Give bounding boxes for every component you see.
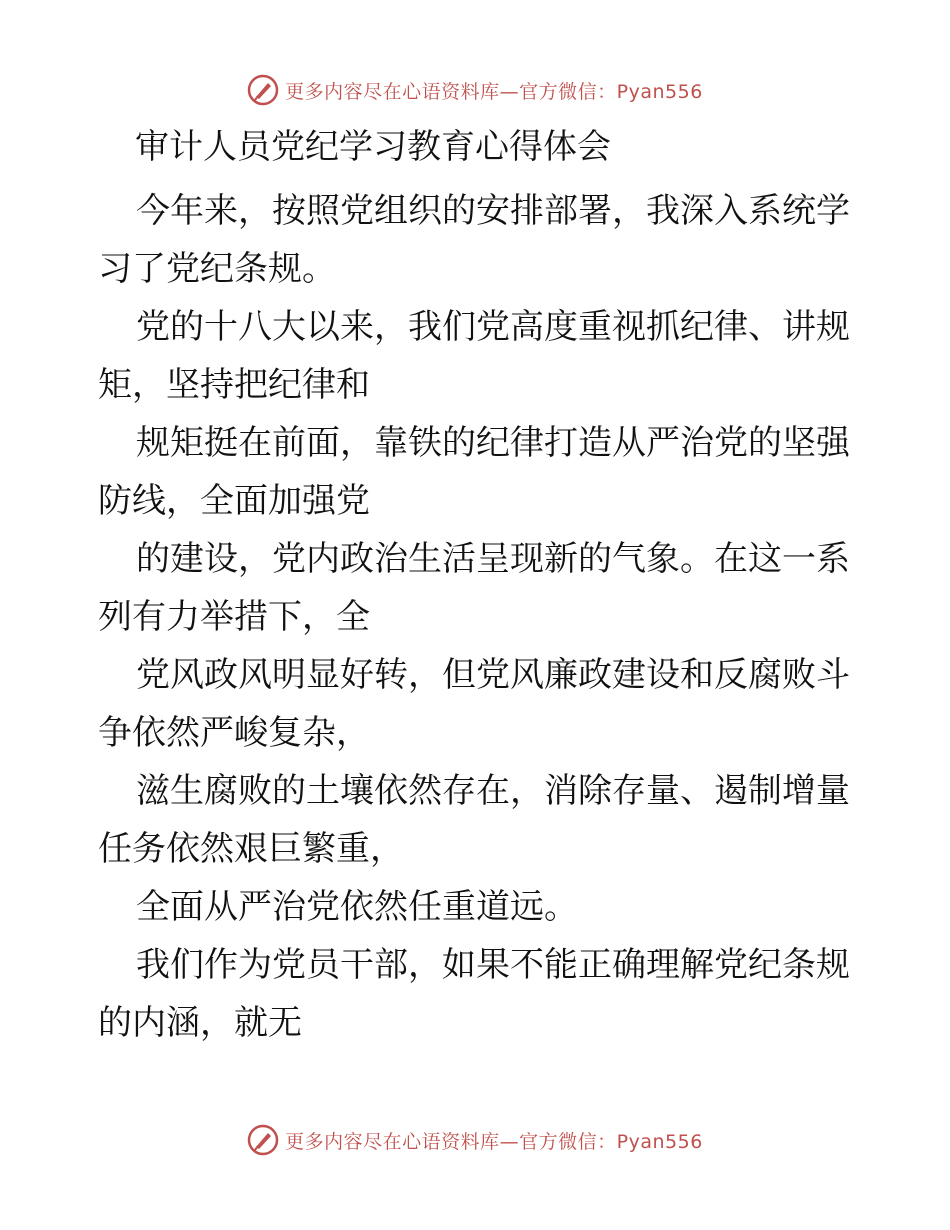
paragraph: 全面从严治党依然任重道远。 <box>136 887 578 927</box>
paragraph: 今年来，按照党组织的安排部署，我深入系统学习了党纪条规。 <box>98 191 850 289</box>
watermark-text: 更多内容尽在心语资料库—官方微信：Pyan556 <box>285 80 703 103</box>
paragraph: 规矩挺在前面，靠铁的纪律打造从严治党的坚强防线，全面加强党 <box>98 423 850 521</box>
quill-logo-icon <box>247 1124 279 1156</box>
paragraph: 我们作为党员干部，如果不能正确理解党纪条规的内涵，就无 <box>98 945 850 1043</box>
header-watermark <box>0 70 950 110</box>
watermark-text: 更多内容尽在心语资料库—官方微信：Pyan556 <box>285 1130 703 1153</box>
paragraph: 滋生腐败的土壤依然存在，消除存量、遏制增量任务依然艰巨繁重， <box>98 771 850 869</box>
document-body <box>98 182 858 1052</box>
document-title: 审计人员党纪学习教育心得体会 <box>135 127 611 167</box>
paragraph: 党的十八大以来，我们党高度重视抓纪律、讲规矩，坚持把纪律和 <box>98 307 850 405</box>
footer-watermark <box>0 1120 950 1160</box>
paragraph: 的建设，党内政治生活呈现新的气象。在这一系列有力举措下，全 <box>98 539 850 637</box>
paragraph: 党风政风明显好转，但党风廉政建设和反腐败斗争依然严峻复杂， <box>98 655 850 753</box>
quill-logo-icon <box>247 74 279 106</box>
